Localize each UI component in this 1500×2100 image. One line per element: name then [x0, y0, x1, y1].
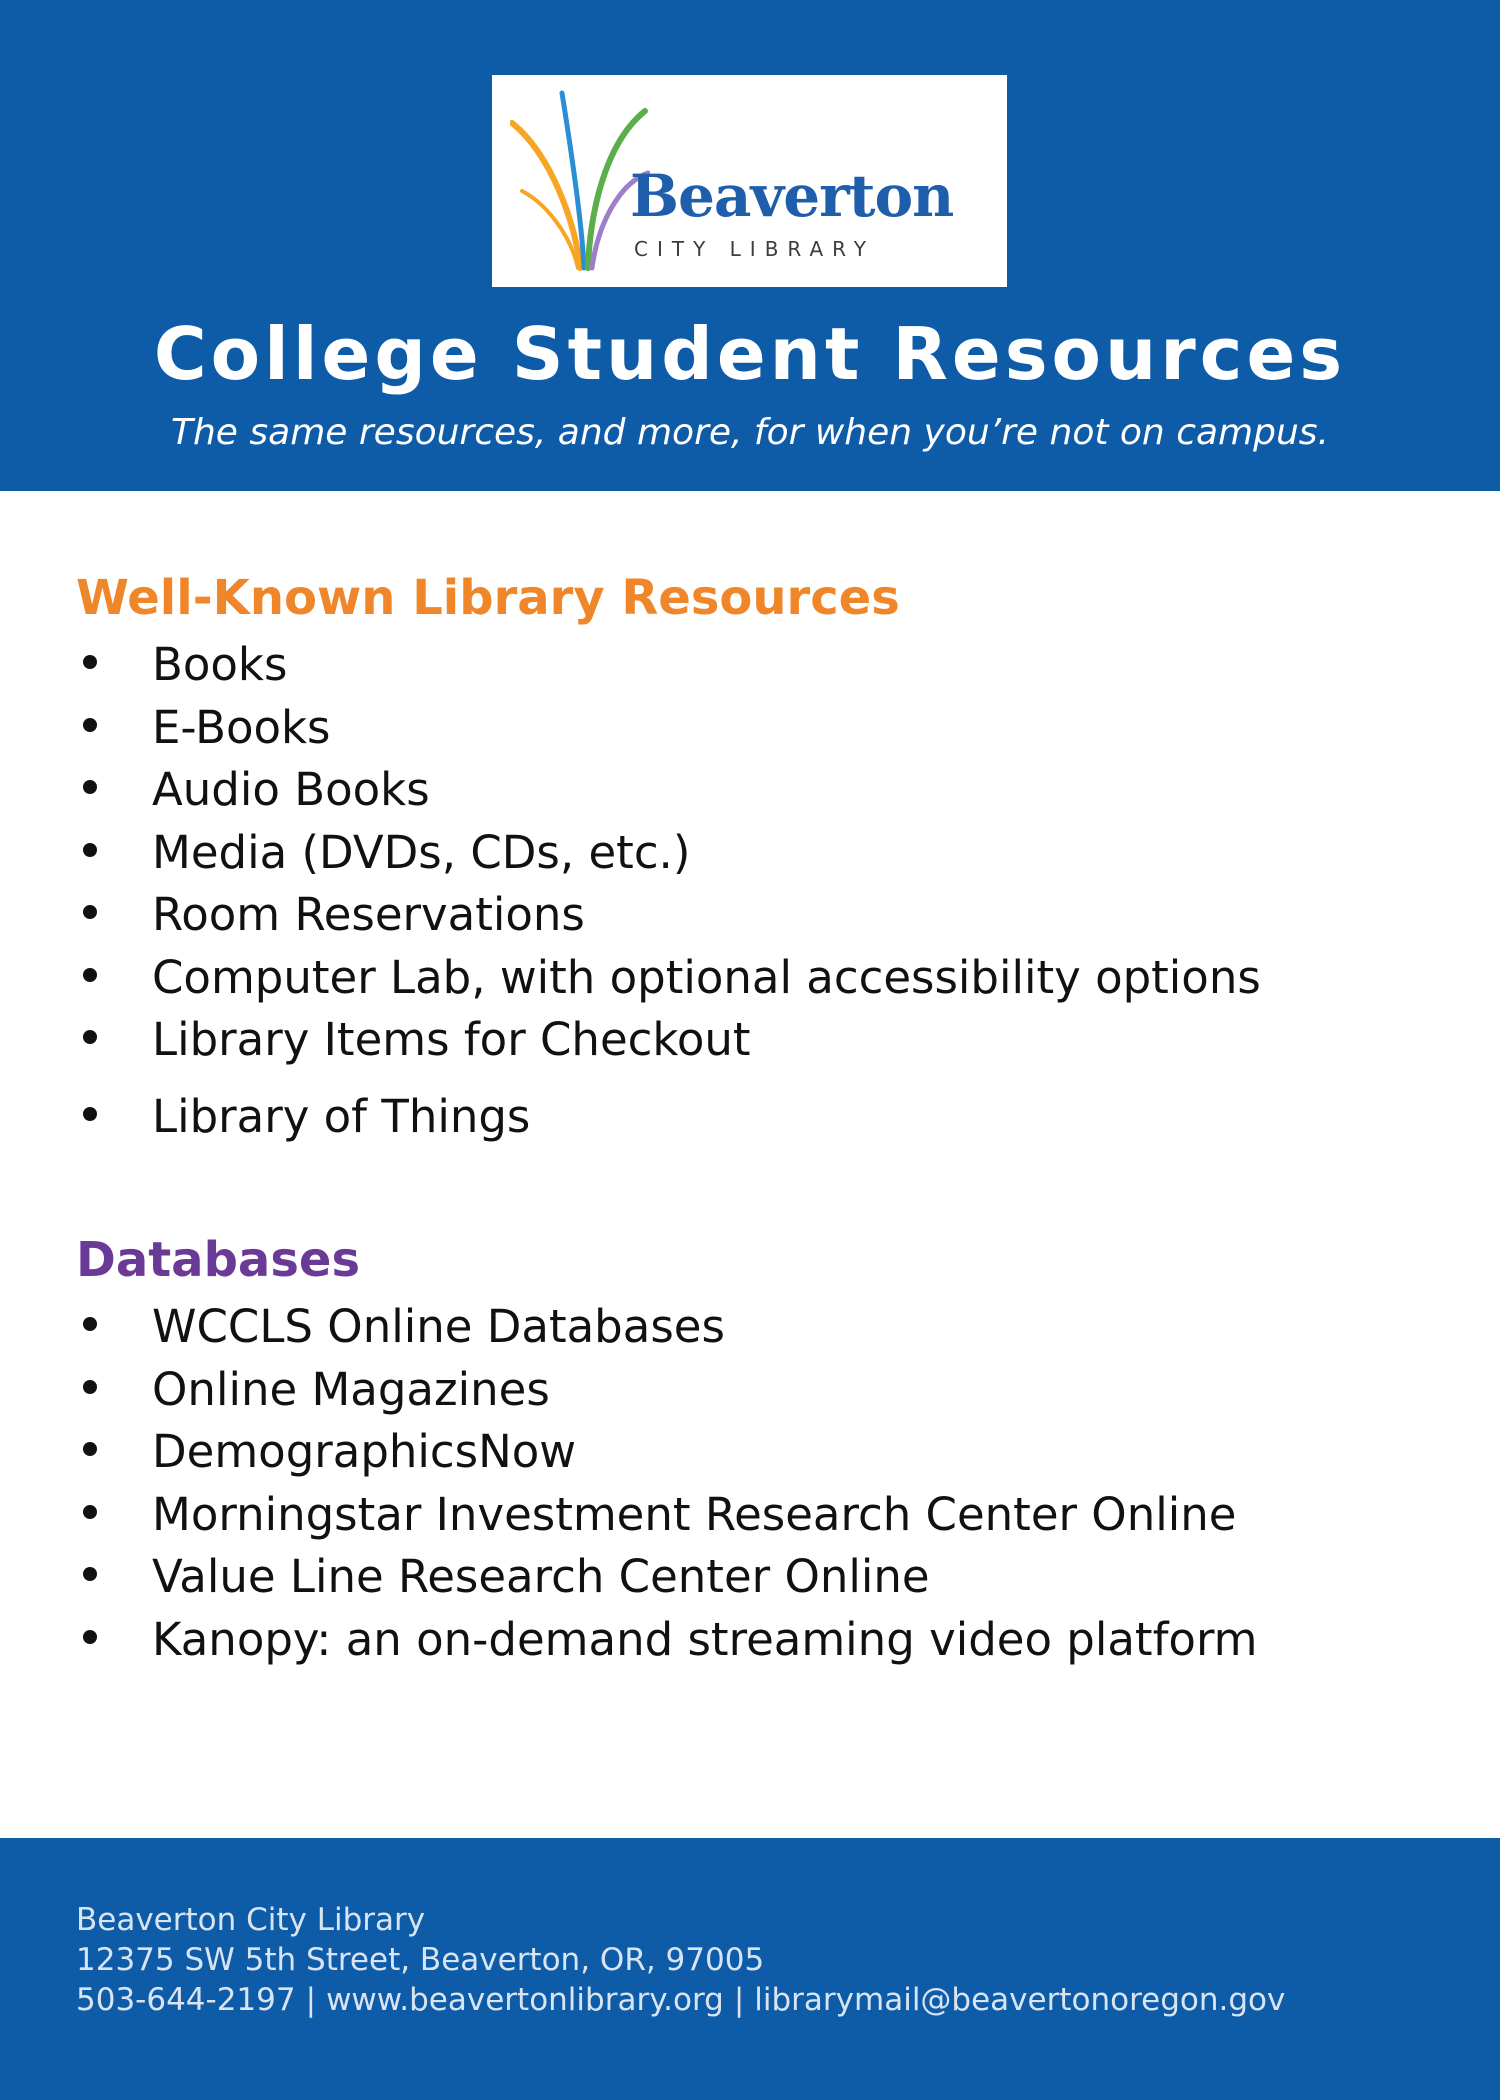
- bullet-icon: [83, 905, 97, 919]
- list-item: [76, 1362, 1456, 1430]
- list-item: [76, 950, 1456, 1018]
- list-item-label: Kanopy: an on-demand streaming video platform: [152, 1612, 1258, 1666]
- bullet-icon: [83, 1442, 97, 1456]
- page-subtitle: The same resources, and more, for when you’re not on campus.: [171, 412, 1329, 453]
- list-item-label: Library of Things: [152, 1089, 531, 1143]
- bullet-icon: [83, 843, 97, 857]
- bullet-icon: [83, 1317, 97, 1331]
- bullet-icon: [83, 968, 97, 982]
- footer-email-link[interactable]: librarymail@beavertonoregon.gov: [754, 1982, 1286, 2018]
- section-heading: Well-Known Library Resources: [76, 570, 900, 626]
- list-item: [76, 825, 1456, 893]
- bullet-icon: [83, 1505, 97, 1519]
- footer-address: 12375 SW 5th Street, Beaverton, OR, 97005: [76, 1942, 765, 1978]
- bullet-icon: [83, 1630, 97, 1644]
- list-item-label: Audio Books: [152, 763, 430, 816]
- footer-phone[interactable]: 503-644-2197: [76, 1982, 296, 2018]
- list-item-label: Library Items for Checkout: [152, 1013, 751, 1066]
- bullet-icon: [83, 655, 97, 669]
- list-item-label: DemographicsNow: [152, 1425, 577, 1478]
- bullet-icon: [83, 780, 97, 794]
- footer-separator: |: [305, 1982, 317, 2018]
- bullet-icon: [83, 1567, 97, 1581]
- resource-list: [76, 638, 1456, 1156]
- bullet-icon: [83, 1030, 97, 1044]
- logo-subtitle: CITY LIBRARY: [634, 237, 876, 261]
- list-item-label: Room Reservations: [152, 888, 585, 941]
- grass-sprout-icon: [510, 83, 650, 273]
- list-item-label: Value Line Research Center Online: [152, 1550, 930, 1603]
- section-heading: Databases: [76, 1232, 361, 1288]
- bullet-icon: [83, 1107, 97, 1121]
- list-item-label: Computer Lab, with optional accessibility options: [152, 950, 1261, 1004]
- list-item: [76, 700, 1456, 768]
- list-item: [76, 1550, 1456, 1617]
- list-item: [76, 1300, 1456, 1367]
- list-item: [76, 763, 1456, 830]
- footer-banner: [0, 1838, 1500, 2100]
- list-item-label: Media (DVDs, CDs, etc.): [152, 825, 691, 879]
- list-item: [76, 1013, 1456, 1080]
- list-item-label: Morningstar Investment Research Center Online: [152, 1487, 1237, 1541]
- list-item: [76, 1425, 1456, 1492]
- footer-separator: |: [733, 1982, 745, 2018]
- database-list: [76, 1300, 1456, 1679]
- list-item-label: Online Magazines: [152, 1362, 550, 1416]
- bullet-icon: [83, 718, 97, 732]
- list-item-label: E-Books: [152, 700, 331, 754]
- list-item: [76, 1612, 1456, 1680]
- section-databases: [76, 1232, 1456, 1679]
- list-item-label: WCCLS Online Databases: [152, 1300, 725, 1353]
- footer-contact: [76, 1900, 1285, 2020]
- page-title: College Student Resources: [153, 312, 1347, 396]
- bullet-icon: [83, 1380, 97, 1394]
- footer-contact-line: [76, 1980, 1285, 2020]
- list-item: [76, 638, 1456, 705]
- logo-name: Beaverton: [630, 162, 954, 230]
- library-logo: [492, 75, 1007, 287]
- header-banner: [0, 0, 1500, 491]
- footer-library-name: Beaverton City Library: [76, 1902, 426, 1938]
- list-item-label: Books: [152, 638, 288, 691]
- footer-website-link[interactable]: www.beavertonlibrary.org: [326, 1982, 724, 2018]
- list-item: [76, 1487, 1456, 1555]
- list-item: [76, 888, 1456, 955]
- list-item: [76, 1089, 1456, 1157]
- section-well-known: [76, 570, 1456, 1156]
